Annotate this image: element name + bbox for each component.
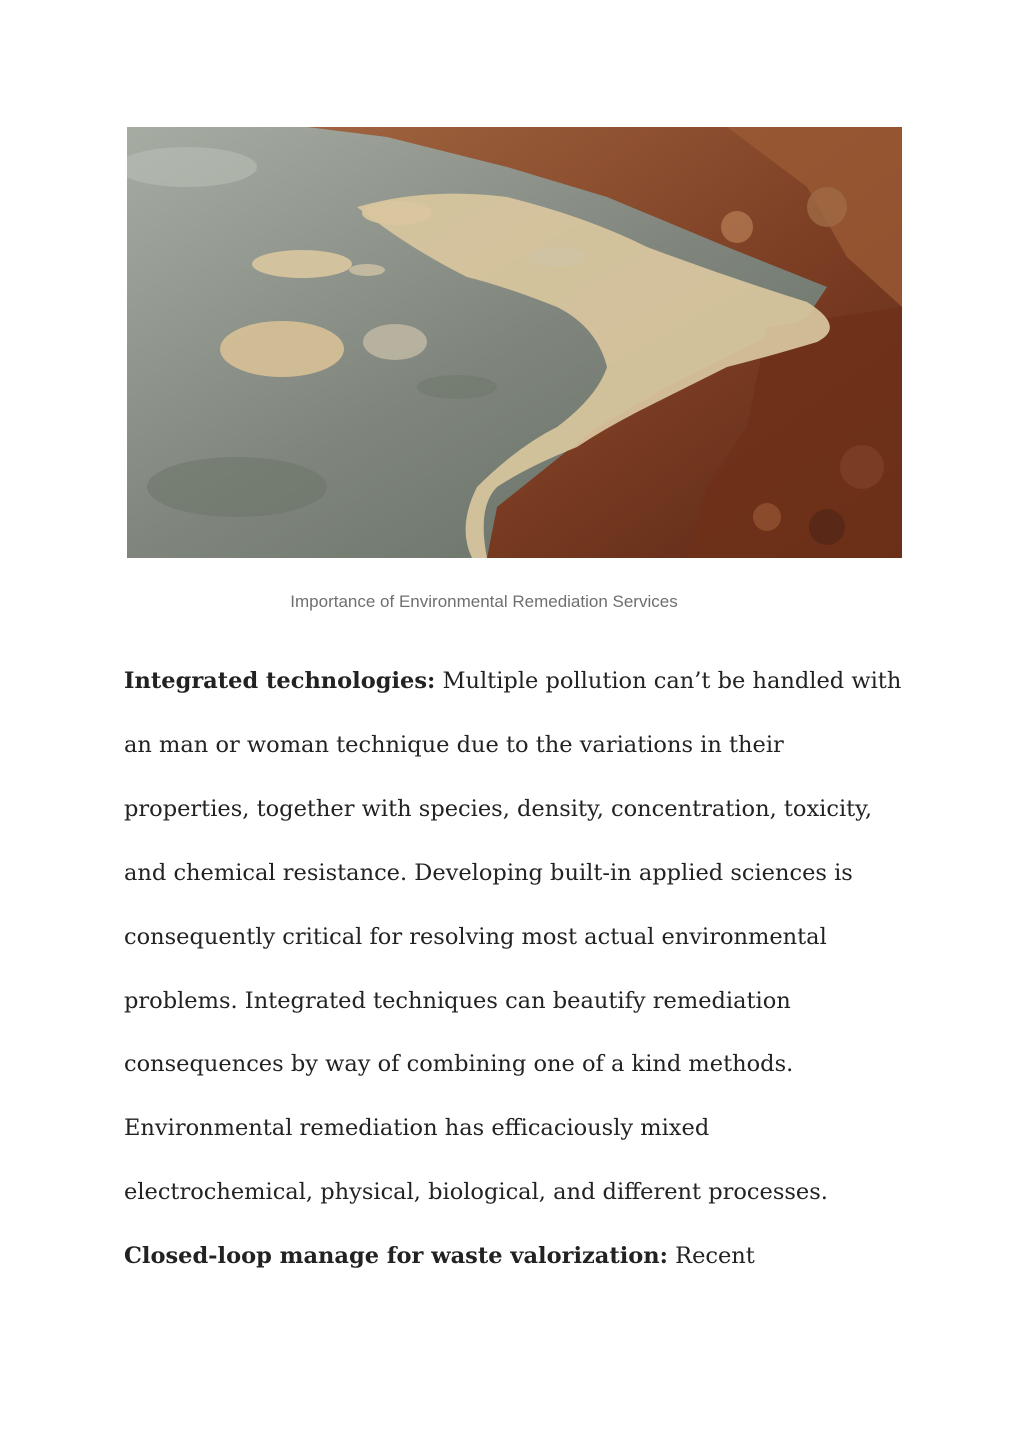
remediation-photo: [127, 127, 902, 558]
paragraph-text: Recent: [675, 1243, 755, 1270]
polluted-water-illustration: [127, 127, 902, 558]
paragraph-closed-loop: [124, 1225, 904, 1289]
paragraph-integrated-technologies: [124, 650, 904, 1225]
paragraph-lead: Closed-loop manage for waste valorization:: [124, 1243, 668, 1270]
figure-caption: Importance of Environmental Remediation Services: [290, 592, 678, 611]
article-body: [124, 650, 904, 1289]
paragraph-lead: Integrated technologies:: [124, 668, 436, 694]
paragraph-text: Multiple pollution can’t be handled with an man or woman technique due to the variations in their properties, together with species, density, concentration, toxicity, and chemical resistance. Developing built-in applied sciences is consequently critical for resolving most actual environmental problems. Integrated techniques can beautify remediation consequences by way of combining one of a kind methods. Environmental remediation has efficaciously mixed electrochemical, physical, biological, and different processes.: [124, 668, 902, 1206]
